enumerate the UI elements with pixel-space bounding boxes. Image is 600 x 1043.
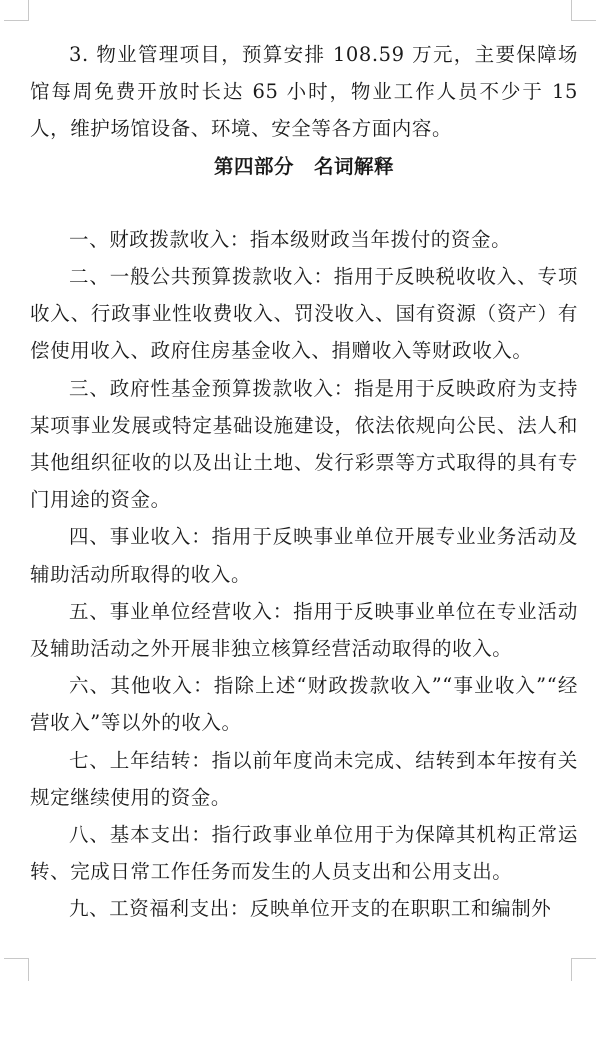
term-operating-income: 五、事业单位经营收入：指用于反映事业单位在专业活动及辅助活动之外开展非独立核算经营活动取得的收入。 [30, 599, 578, 661]
section-heading: 第四部分 名词解释 [213, 154, 394, 178]
term-financial-appropriation: 一、财政拨款收入：指本级财政当年拨付的资金。 [69, 227, 512, 251]
term-wage-welfare-expenditure: 九、工资福利支出：反映单位开支的在职职工和编制外 [69, 897, 552, 921]
crop-mark-top-right [571, 0, 596, 21]
term-business-income: 四、事业收入：指用于反映事业单位开展专业业务活动及辅助活动所取得的收入。 [30, 525, 578, 586]
term-other-income: 六、其他收入：指除上述“财政拨款收入”“事业收入”“经营收入”等以外的收入。 [30, 674, 578, 735]
term-prior-year-carryover: 七、上年结转：指以前年度尚未完成、结转到本年按有关规定继续使用的资金。 [30, 748, 578, 809]
document-body [30, 36, 578, 928]
crop-mark-bottom-right [571, 958, 596, 981]
term-basic-expenditure: 八、基本支出：指行政事业单位用于为保障其机构正常运转、完成日常工作任务而发生的人员支出和公用支出。 [30, 823, 578, 884]
crop-mark-top-left [4, 0, 29, 21]
crop-mark-bottom-left [4, 958, 29, 981]
intro-paragraph: 3. 物业管理项目，预算安排 108.59 万元，主要保障场馆每周免费开放时长达 65 小时，物业工作人员不少于 15 人，维护场馆设备、环境、安全等各方面内容。 [30, 43, 578, 141]
term-government-fund-budget: 三、政府性基金预算拨款收入：指是用于反映政府为支持某项事业发展或特定基础设施建设，依法依规向公民、法人和其他组织征收的以及出让土地、发行彩票等方式取得的具有专门用途的资金。 [30, 376, 578, 512]
term-general-public-budget: 二、一般公共预算拨款收入：指用于反映税收收入、专项收入、行政事业性收费收入、罚没收入、国有资源（资产）有偿使用收入、政府住房基金收入、捐赠收入等财政收入。 [30, 265, 578, 363]
